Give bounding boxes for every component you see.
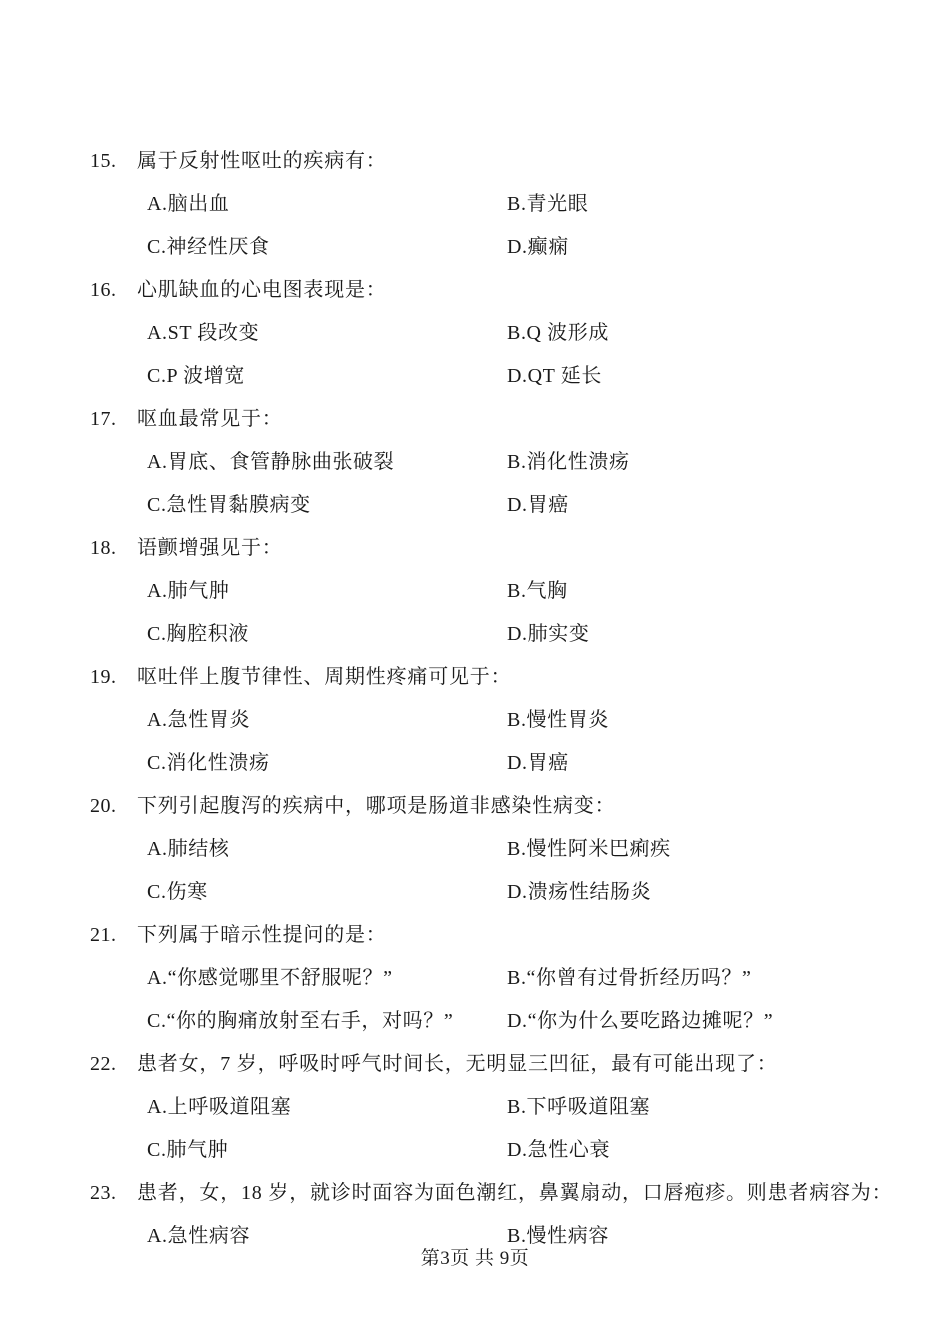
option-choice[interactable]: C.胸腔积液 bbox=[147, 623, 249, 645]
option-choice[interactable]: A.ST 段改变 bbox=[147, 322, 260, 344]
option-choice[interactable]: D.急性心衰 bbox=[507, 1139, 611, 1161]
option-choice[interactable]: B.Q 波形成 bbox=[507, 322, 609, 344]
option-choice[interactable]: C.P 波增宽 bbox=[147, 365, 245, 387]
option-row bbox=[90, 441, 860, 484]
question-number: 16. bbox=[90, 279, 117, 301]
option-choice[interactable]: A.肺结核 bbox=[147, 838, 230, 860]
option-choice[interactable]: A.肺气肿 bbox=[147, 580, 230, 602]
option-choice[interactable]: D.QT 延长 bbox=[507, 365, 602, 387]
option-row bbox=[90, 1000, 860, 1043]
question-text: 心肌缺血的心电图表现是： bbox=[137, 279, 387, 301]
question-stem bbox=[90, 269, 860, 312]
question-number: 22. bbox=[90, 1053, 117, 1075]
question-number: 19. bbox=[90, 666, 117, 688]
question-number: 17. bbox=[90, 408, 117, 430]
question-text: 属于反射性呕吐的疾病有： bbox=[137, 150, 387, 172]
option-choice[interactable]: C.神经性厌食 bbox=[147, 236, 270, 258]
option-choice[interactable]: C.“你的胸痛放射至右手，对吗？” bbox=[147, 1010, 454, 1032]
option-choice[interactable]: B.青光眼 bbox=[507, 193, 589, 215]
question-item bbox=[90, 785, 860, 914]
option-choice[interactable]: C.急性胃黏膜病变 bbox=[147, 494, 311, 516]
question-stem bbox=[90, 914, 860, 957]
option-row bbox=[90, 828, 860, 871]
option-choice[interactable]: D.癫痫 bbox=[507, 236, 569, 258]
question-text: 呕吐伴上腹节律性、周期性疼痛可见于： bbox=[137, 666, 512, 688]
question-item bbox=[90, 140, 860, 269]
option-row bbox=[90, 312, 860, 355]
option-row bbox=[90, 699, 860, 742]
question-number: 20. bbox=[90, 795, 117, 817]
option-row bbox=[90, 570, 860, 613]
option-row bbox=[90, 742, 860, 785]
question-stem bbox=[90, 140, 860, 183]
question-text: 患者，女，18 岁，就诊时面容为面色潮红，鼻翼扇动，口唇疱疹。则患者病容为： bbox=[137, 1182, 893, 1204]
question-number: 21. bbox=[90, 924, 117, 946]
option-choice[interactable]: B.消化性溃疡 bbox=[507, 451, 630, 473]
question-item bbox=[90, 656, 860, 785]
option-choice[interactable]: B.下呼吸道阻塞 bbox=[507, 1096, 651, 1118]
option-choice[interactable]: A.急性胃炎 bbox=[147, 709, 251, 731]
question-stem bbox=[90, 527, 860, 570]
option-choice[interactable]: C.肺气肿 bbox=[147, 1139, 229, 1161]
option-choice[interactable]: D.溃疡性结肠炎 bbox=[507, 881, 652, 903]
question-item bbox=[90, 269, 860, 398]
question-text: 下列引起腹泻的疾病中，哪项是肠道非感染性病变： bbox=[137, 795, 616, 817]
question-number: 18. bbox=[90, 537, 117, 559]
question-stem bbox=[90, 785, 860, 828]
question-stem bbox=[90, 398, 860, 441]
option-choice[interactable]: D.胃癌 bbox=[507, 752, 569, 774]
question-text: 患者女，7 岁，呼吸时呼气时间长，无明显三凹征，最有可能出现了： bbox=[137, 1053, 778, 1075]
option-choice[interactable]: A.上呼吸道阻塞 bbox=[147, 1096, 292, 1118]
question-stem bbox=[90, 1043, 860, 1086]
option-row bbox=[90, 226, 860, 269]
option-choice[interactable]: A.急性病容 bbox=[147, 1225, 251, 1247]
question-item bbox=[90, 1043, 860, 1172]
option-choice[interactable]: B.慢性胃炎 bbox=[507, 709, 609, 731]
question-item bbox=[90, 527, 860, 656]
question-list bbox=[90, 140, 893, 1258]
option-choice[interactable]: A.胃底、食管静脉曲张破裂 bbox=[147, 451, 395, 473]
option-choice[interactable]: B.慢性病容 bbox=[507, 1225, 609, 1247]
question-item bbox=[90, 398, 860, 527]
question-number: 15. bbox=[90, 150, 117, 172]
question-text: 呕血最常见于： bbox=[137, 408, 283, 430]
page-footer: 第3页 共 9页 bbox=[420, 1248, 530, 1269]
option-row bbox=[90, 183, 860, 226]
option-choice[interactable]: C.伤寒 bbox=[147, 881, 208, 903]
question-text: 语颤增强见于： bbox=[137, 537, 283, 559]
option-row bbox=[90, 871, 860, 914]
option-row bbox=[90, 613, 860, 656]
option-choice[interactable]: A.脑出血 bbox=[147, 193, 230, 215]
option-choice[interactable]: B.气胸 bbox=[507, 580, 568, 602]
option-choice[interactable]: D.“你为什么要吃路边摊呢？” bbox=[507, 1010, 774, 1032]
option-choice[interactable]: D.肺实变 bbox=[507, 623, 590, 645]
option-row bbox=[90, 957, 860, 1000]
question-number: 23. bbox=[90, 1182, 117, 1204]
question-stem bbox=[90, 656, 860, 699]
option-row bbox=[90, 484, 860, 527]
option-choice[interactable]: C.消化性溃疡 bbox=[147, 752, 270, 774]
option-row bbox=[90, 355, 860, 398]
option-choice[interactable]: B.“你曾有过骨折经历吗？” bbox=[507, 967, 752, 989]
question-stem bbox=[90, 1172, 893, 1215]
option-row bbox=[90, 1086, 860, 1129]
question-text: 下列属于暗示性提问的是： bbox=[137, 924, 387, 946]
option-row bbox=[90, 1129, 860, 1172]
option-choice[interactable]: A.“你感觉哪里不舒服呢？” bbox=[147, 967, 393, 989]
option-choice[interactable]: D.胃癌 bbox=[507, 494, 569, 516]
question-item bbox=[90, 914, 860, 1043]
option-choice[interactable]: B.慢性阿米巴痢疾 bbox=[507, 838, 671, 860]
